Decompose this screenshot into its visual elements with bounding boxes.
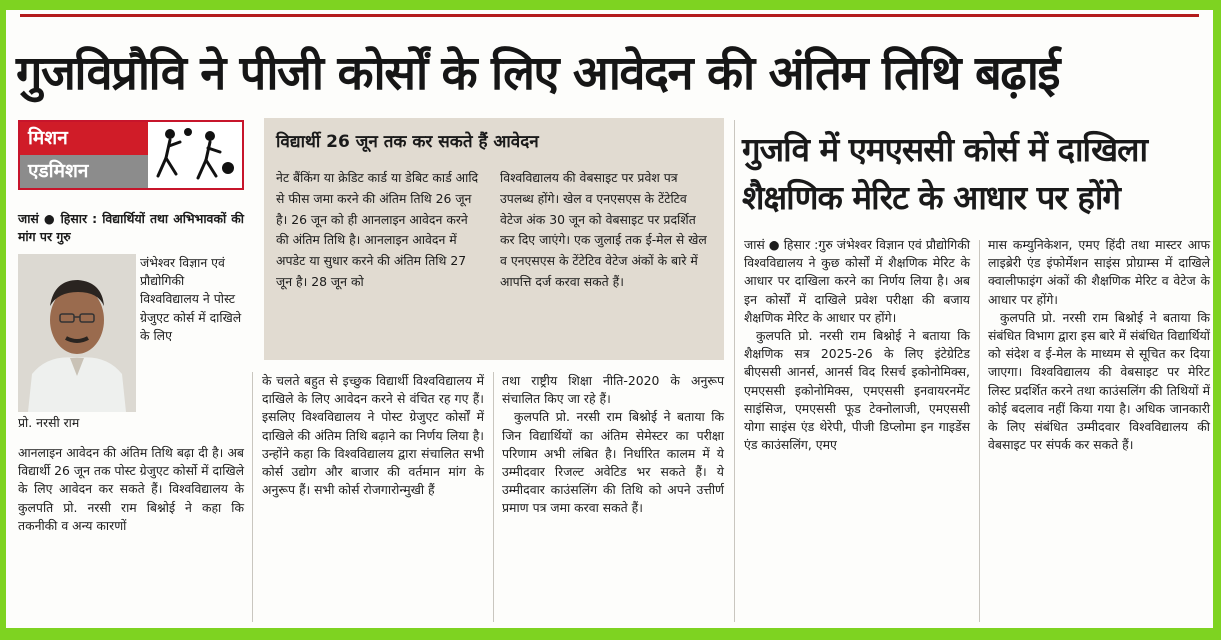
newspaper-clipping: [6, 10, 1213, 628]
article-col3-para1: तथा राष्ट्रीय शिक्षा नीति-2020 के अनुरूप संचालित किए जा रहे हैं।: [502, 373, 724, 407]
logo-line2: एडमिशन: [28, 160, 89, 182]
page-headline: गुजविप्रौवि ने पीजी कोर्सों के लिए आवेदन की अंतिम तिथि बढ़ाई: [16, 46, 1059, 101]
info-box-col-a: नेट बैंकिंग या क्रेडिट कार्ड या डेबिट कार्ड आदि से फीस जमा करने की अंतिम तिथि 26 जून है। 26 जून को ही आनलाइन आवेदन करने की अंतिम तिथि है। आनलाइन आवेदन में अपडेट या सुधार करने की अंतिम तिथि 27 जून है। 28 जून को: [276, 170, 479, 289]
second-article-para2: कुलपति प्रो. नरसी राम बिश्नोई ने बताया कि शैक्षणिक सत्र 2025-26 के लिए इंटेग्रेटिड बीएससी आनर्स, आनर्स विद रिसर्च इकोनोमिक्स, एमएससी इकोनोमिक्स, एमएससी इनवायरनमेंट साइंसिज, एमएससी फूड टेक्नोलाजी, एमएससी योगा साइंस एंड थेरेपी, पीजी डिप्लोमा इन गाइडेंस एंड काउंसलिंग, एमए: [744, 328, 970, 453]
article-col3-para2: कुलपति प्रो. नरसी राम बिश्नोई ने बताया कि जिन विद्यार्थियों का अंतिम सेमेस्टर का परीक्षा परिणाम अभी लंबित है। निर्धारित कालम में ये उम्मीदवार रिजल्ट अवेटिड भर सकते हैं। ये उम्मीदवार काउंसलिंग की तिथि को अपने उत्तीर्ण प्रमाण पत्र जमा करवा सकते हैं।: [502, 409, 724, 516]
second-article-headline: गुजवि में एमएससी कोर्स में दाखिला शैक्षणिक मेरिट के आधार पर होंगे: [742, 130, 1147, 217]
second-article-para3: मास कम्युनिकेशन, एमए हिंदी तथा मास्टर आफ लाइब्रेरी एंड इंफोर्मेशन साइंस प्रोग्राम्स में दाखिले क्वालीफाइंग अंकों की शैक्षणिक मेरिट व वेटेज के आधार पर होंगे।: [988, 237, 1210, 307]
second-article-col1: [744, 236, 970, 454]
second-article-col2: [988, 236, 1210, 454]
vice-chancellor-photo: [18, 254, 136, 412]
photo-caption: प्रो. नरसी राम: [18, 415, 80, 430]
dateline: जासं ● हिसार : विद्यार्थियों तथा अभिभावकों की मांग पर गुरु: [18, 211, 244, 245]
column-divider: [734, 120, 735, 622]
logo-line1: मिशन: [28, 127, 68, 149]
info-box-col-b: विश्वविद्यालय की वेबसाइट पर प्रवेश पत्र उपलब्ध होंगे। खेल व एनएसएस के टेंटेटिव वेटेज अंक 30 जून को वेबसाइट पर प्रदर्शित कर दिए जाएंगे। एक जुलाई तक ई-मेल से खेल व एनएसएस के टेंटेटिव वेटेज अंकों के बारे में आपत्ति दर्ज करवा सकते हैं।: [500, 170, 707, 289]
second-article-para1: जासं ● हिसार :गुरु जंभेश्वर विज्ञान एवं प्रौद्योगिकी विश्वविद्यालय ने कुछ कोर्सों में शैक्षणिक मेरिट के आधार पर दाखिला करने का निर्णय लिया है। अब इन कोर्सों में दाखिले प्रवेश परीक्षा की बजाय शैक्षणिक मेरिट के आधार पर होंगे।: [744, 237, 970, 325]
column-divider: [493, 372, 494, 622]
mission-admission-logo: [18, 120, 244, 190]
article-wrap-text: जंभेश्वर विज्ञान एवं प्रौद्योगिकी विश्वविद्यालय ने पोस्ट ग्रेजुएट कोर्स में दाखिले के लिए: [140, 255, 242, 343]
second-article-para4: कुलपति प्रो. नरसी राम बिश्नोई ने बताया कि संबंधित विभाग द्वारा इस बारे में संबंधित विद्यार्थियों को संदेश व ई-मेल के माध्यम से सूचित कर दिया जाएगा। विश्वविद्यालय की वेबसाइट पर मेरिट लिस्ट प्रदर्शित करने तथा काउंसलिंग की तिथियों में कोई बदलाव नहीं किया गया है। अधिक जानकारी के लिए संबंधित उम्मीदवार विश्वविद्यालय की वेबसाइट पर संपर्क कर सकते हैं।: [988, 309, 1210, 453]
article-col3: [502, 372, 724, 518]
top-rule: [20, 14, 1199, 17]
players-icon: [150, 124, 240, 186]
info-box-heading: विद्यार्थी 26 जून तक कर सकते हैं आवेदन: [276, 132, 539, 152]
column-divider: [252, 372, 253, 622]
column-divider: [979, 240, 980, 622]
article-col2-text: के चलते बहुत से इच्छुक विद्यार्थी विश्वविद्यालय में दाखिले के लिए आवेदन करने से वंचित रह गए हैं। इसलिए विश्वविद्यालय ने पोस्ट ग्रेजुएट कोर्सों में दाखिले की अंतिम तिथि बढ़ाने का निर्णय लिया है। उन्होंने कहा कि विश्वविद्यालय द्वारा संचालित सभी कोर्स उद्योग और बाजार की वर्तमान मांग के अनुरूप हैं। सभी कोर्स रोजगारोन्मुखी हैं: [262, 373, 484, 498]
info-box: [264, 118, 724, 360]
article-col1-text: आनलाइन आवेदन की अंतिम तिथि बढ़ा दी है। अब विद्यार्थी 26 जून तक पोस्ट ग्रेजुएट कोर्सो में दाखिले के लिए आवेदन कर सकते हैं। विश्वविद्यालय के कुलपति प्रो. नरसी राम बिश्नोई ने कहा कि तकनीकी व अन्य कारणों: [18, 445, 245, 533]
article-lead: [18, 210, 244, 246]
